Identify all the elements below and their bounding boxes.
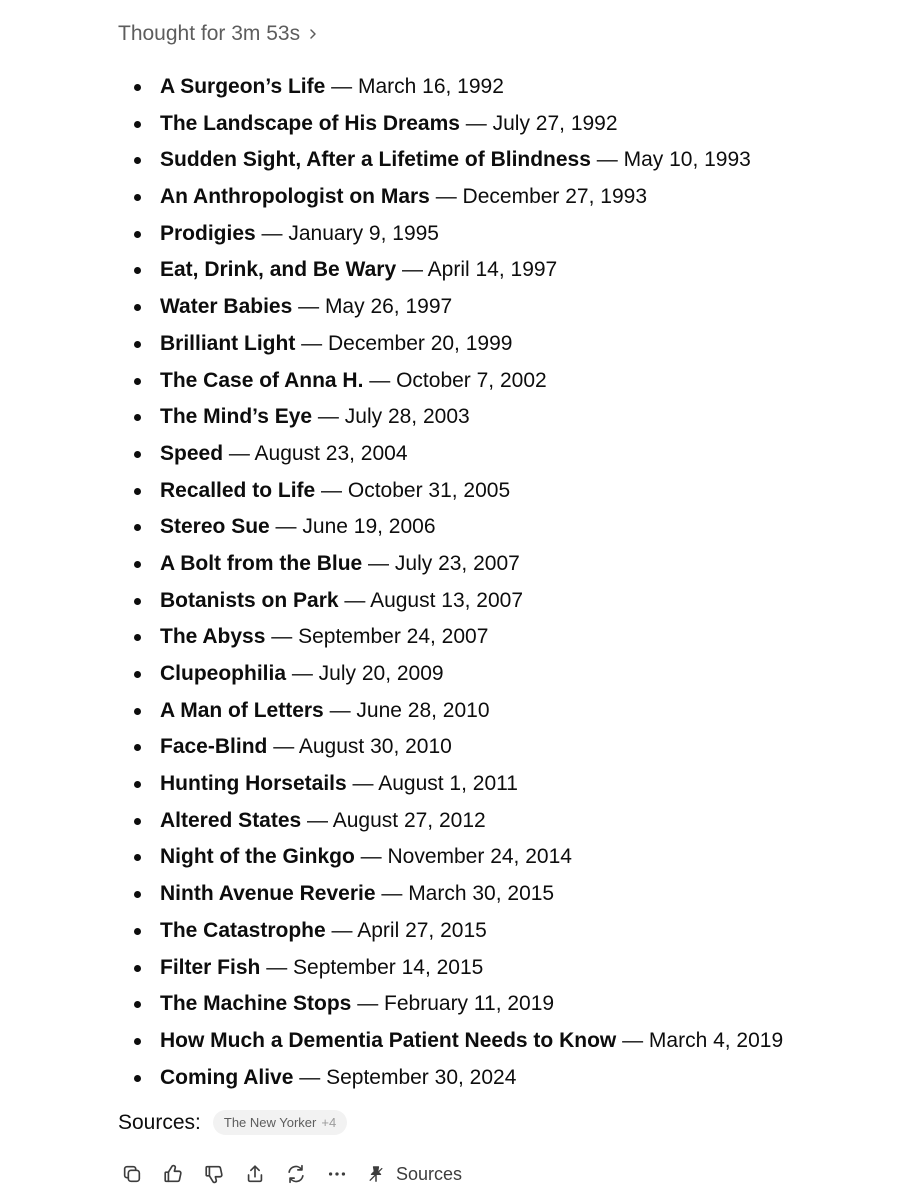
item-separator: —	[292, 295, 325, 319]
item-date: February 11, 2019	[384, 992, 555, 1016]
item-title: An Anthropologist on Mars	[160, 185, 430, 209]
item-title: Filter Fish	[160, 955, 261, 979]
bullet-icon	[134, 524, 141, 531]
list-item	[0, 619, 921, 656]
thumbs-down-icon	[203, 1163, 225, 1185]
item-separator: —	[346, 772, 379, 796]
list-item	[0, 546, 921, 583]
item-separator: —	[265, 625, 299, 649]
bullet-icon	[134, 781, 141, 788]
item-date: December 20, 1999	[328, 331, 513, 355]
item-date: July 28, 2003	[344, 405, 470, 429]
sources-button-label: Sources	[396, 1163, 463, 1184]
source-pill-more: +4	[321, 1115, 337, 1130]
item-separator: —	[351, 992, 385, 1016]
list-item	[0, 1060, 921, 1097]
item-separator: —	[354, 845, 388, 869]
item-title: Altered States	[160, 808, 302, 832]
item-title: Stereo Sue	[160, 515, 270, 539]
thumbs-down-button[interactable]	[200, 1160, 228, 1188]
bullet-icon	[134, 157, 141, 164]
item-title: Sudden Sight, After a Lifetime of Blindness	[160, 148, 591, 172]
copy-button[interactable]	[118, 1160, 146, 1188]
list-item	[0, 473, 921, 510]
item-title: The Case of Anna H.	[160, 368, 364, 392]
list-item	[0, 839, 921, 876]
chevron-right-icon	[308, 28, 318, 40]
item-separator: —	[301, 808, 333, 832]
bullet-icon	[134, 414, 141, 421]
list-item	[0, 509, 921, 546]
sources-row	[118, 1110, 347, 1135]
bullet-icon	[134, 341, 141, 348]
bullet-icon	[134, 304, 141, 311]
item-date: September 24, 2007	[298, 625, 489, 649]
item-separator: —	[338, 588, 371, 612]
bullet-icon	[134, 267, 141, 274]
item-title: Coming Alive	[160, 1065, 294, 1089]
item-title: A Man of Letters	[160, 698, 324, 722]
item-title: Face-Blind	[160, 735, 268, 759]
bullet-icon	[134, 451, 141, 458]
item-title: A Surgeon’s Life	[160, 75, 326, 98]
item-title: How Much a Dementia Patient Needs to Know	[160, 1028, 617, 1052]
bullet-icon	[134, 965, 141, 972]
list-item	[0, 1023, 921, 1060]
share-button[interactable]	[241, 1160, 269, 1188]
item-title: Water Babies	[160, 295, 293, 319]
list-item	[0, 913, 921, 950]
item-separator: —	[269, 515, 303, 539]
item-date: March 16, 1992	[357, 75, 504, 98]
item-title: Prodigies	[160, 221, 256, 245]
list-item	[0, 876, 921, 913]
item-date: April 14, 1997	[427, 258, 558, 282]
list-item	[0, 326, 921, 363]
item-title: Speed	[160, 441, 224, 465]
item-title: Botanists on Park	[160, 588, 339, 612]
sources-label: Sources:	[118, 1110, 201, 1134]
bullet-icon	[134, 84, 141, 91]
item-separator: —	[312, 405, 345, 429]
list-item	[0, 179, 921, 216]
bullet-icon	[134, 488, 141, 495]
thought-label: Thought for 3m 53s	[118, 22, 301, 45]
bullet-icon	[134, 634, 141, 641]
item-title: Hunting Horsetails	[160, 772, 347, 796]
message-actions	[118, 1160, 462, 1188]
bullet-icon	[134, 671, 141, 678]
article-list	[0, 69, 921, 1096]
item-date: August 23, 2004	[254, 441, 408, 465]
bullet-icon	[134, 1001, 141, 1008]
bullet-icon	[134, 708, 141, 715]
item-date: August 1, 2011	[378, 772, 518, 796]
item-date: October 31, 2005	[347, 478, 511, 502]
item-title: Clupeophilia	[160, 662, 286, 685]
bullet-icon	[134, 928, 141, 935]
copy-icon	[121, 1163, 143, 1185]
list-item	[0, 729, 921, 766]
item-date: August 30, 2010	[298, 735, 452, 759]
item-date: October 7, 2002	[396, 368, 547, 392]
item-separator: —	[363, 368, 397, 392]
item-separator: —	[325, 75, 358, 98]
sources-button[interactable]	[366, 1164, 462, 1185]
item-title: A Bolt from the Blue	[160, 551, 363, 575]
list-item	[0, 766, 921, 803]
list-item	[0, 216, 921, 253]
list-item	[0, 289, 921, 326]
share-icon	[244, 1163, 266, 1185]
bullet-icon	[134, 854, 141, 861]
item-separator: —	[260, 955, 294, 979]
source-pill[interactable]	[213, 1110, 347, 1135]
list-item	[0, 950, 921, 987]
regenerate-button[interactable]	[282, 1160, 310, 1188]
item-separator: —	[396, 258, 428, 282]
item-separator: —	[362, 551, 395, 575]
item-separator: —	[267, 735, 299, 759]
bullet-icon	[134, 1038, 141, 1045]
item-title: Night of the Ginkgo	[160, 845, 355, 869]
item-date: July 27, 1992	[492, 111, 618, 135]
list-item	[0, 436, 921, 473]
item-date: June 28, 2010	[356, 698, 490, 722]
item-separator: —	[590, 148, 624, 172]
bullet-icon	[134, 744, 141, 751]
item-date: January 9, 1995	[288, 221, 439, 245]
bullet-icon	[134, 891, 141, 898]
bullet-icon	[134, 561, 141, 568]
bullet-icon	[134, 378, 141, 385]
list-item	[0, 399, 921, 436]
item-title: Brilliant Light	[160, 331, 296, 355]
item-date: May 10, 1993	[623, 148, 751, 172]
item-separator: —	[223, 441, 255, 465]
item-title: Ninth Avenue Reverie	[160, 882, 376, 906]
item-date: August 13, 2007	[370, 588, 524, 612]
sources-icon	[366, 1164, 386, 1184]
item-title: The Abyss	[160, 625, 266, 649]
more-icon	[326, 1163, 348, 1185]
list-item	[0, 693, 921, 730]
item-date: March 4, 2019	[648, 1028, 784, 1052]
list-item	[0, 252, 921, 289]
item-title: The Catastrophe	[160, 918, 326, 942]
regenerate-icon	[285, 1163, 307, 1185]
item-separator: —	[459, 111, 493, 135]
item-title: Recalled to Life	[160, 478, 316, 502]
item-date: December 27, 1993	[462, 185, 647, 209]
more-button[interactable]	[323, 1160, 351, 1188]
item-date: August 27, 2012	[332, 808, 486, 832]
item-separator: —	[429, 185, 463, 209]
bullet-icon	[134, 121, 141, 128]
item-date: September 30, 2024	[326, 1065, 517, 1089]
item-date: July 20, 2009	[318, 662, 444, 685]
list-item	[0, 106, 921, 143]
item-separator: —	[616, 1028, 649, 1052]
thumbs-up-button[interactable]	[159, 1160, 187, 1188]
bullet-icon	[134, 231, 141, 238]
item-separator: —	[255, 221, 289, 245]
list-item	[0, 583, 921, 620]
thumbs-up-icon	[162, 1163, 184, 1185]
bullet-icon	[134, 598, 141, 605]
item-separator: —	[325, 918, 358, 942]
item-separator: —	[315, 478, 348, 502]
list-item	[0, 986, 921, 1023]
list-item	[0, 363, 921, 400]
source-pill-name: The New Yorker	[223, 1115, 317, 1130]
item-date: September 14, 2015	[293, 955, 484, 979]
item-separator: —	[295, 331, 328, 355]
item-separator: —	[375, 882, 409, 906]
item-date: November 24, 2014	[387, 845, 572, 869]
item-date: June 19, 2006	[302, 515, 436, 539]
item-date: July 23, 2007	[394, 551, 520, 575]
item-title: The Mind’s Eye	[160, 405, 313, 429]
thought-toggle[interactable]	[118, 22, 318, 46]
item-title: The Landscape of His Dreams	[160, 111, 460, 135]
bullet-icon	[134, 1075, 141, 1082]
item-date: April 27, 2015	[357, 918, 487, 942]
bullet-icon	[134, 194, 141, 201]
list-item	[0, 803, 921, 840]
list-item	[0, 142, 921, 179]
list-item	[0, 656, 921, 693]
list-item	[0, 69, 921, 106]
item-title: The Machine Stops	[160, 992, 352, 1016]
bullet-icon	[134, 818, 141, 825]
item-title: Eat, Drink, and Be Wary	[160, 258, 397, 282]
item-date: May 26, 1997	[324, 295, 453, 319]
item-date: March 30, 2015	[408, 882, 555, 906]
item-separator: —	[286, 662, 319, 685]
item-separator: —	[323, 698, 357, 722]
item-separator: —	[293, 1065, 327, 1089]
